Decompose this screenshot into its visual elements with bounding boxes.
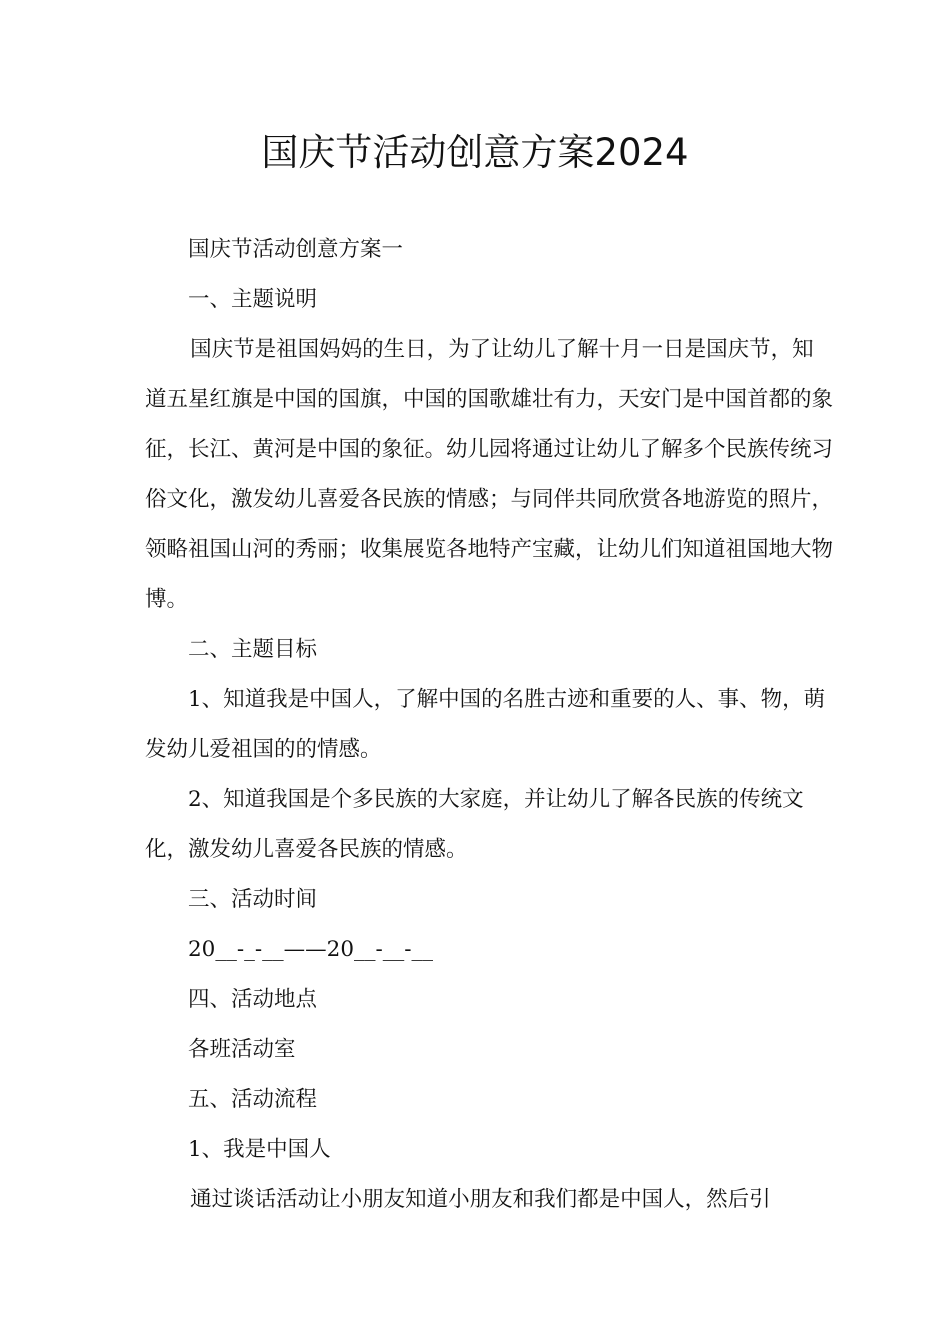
paragraph: 2、知道我国是个多民族的大家庭，并让幼儿了解各民族的传统文化，激发幼儿喜爱各民族的情感。: [145, 787, 804, 862]
section-heading: 国庆节活动创意方案一: [188, 237, 404, 262]
section-heading: 二、主题目标: [188, 637, 318, 662]
section-heading: 五、活动流程: [188, 1087, 318, 1112]
paragraph: 各班活动室: [188, 1037, 296, 1062]
section-heading: 四、活动地点: [188, 987, 318, 1012]
section-heading: 三、活动时间: [188, 887, 318, 912]
subsection-heading: 1、我是中国人: [188, 1137, 331, 1162]
paragraph: 通过谈话活动让小朋友知道小朋友和我们都是中国人，然后引: [190, 1187, 771, 1212]
date-range: 20__-_-__——20__-__-__: [188, 937, 434, 962]
paragraph: 1、知道我是中国人，了解中国的名胜古迹和重要的人、事、物，萌发幼儿爱祖国的的情感。: [145, 687, 826, 762]
paragraph: 国庆节是祖国妈妈的生日，为了让幼儿了解十月一日是国庆节，知道五星红旗是中国的国旗，中国的国歌雄壮有力，天安门是中国首都的象征，长江、黄河是中国的象征。幼儿园将通过让幼儿了解多个民族传统习俗文化，激发幼儿喜爱各民族的情感；与同伴共同欣赏各地游览的照片，领略祖国山河的秀丽；收集展览各地特产宝藏，让幼儿们知道祖国地大物博。: [145, 337, 834, 612]
section-heading: 一、主题说明: [188, 287, 318, 312]
document-title: 国庆节活动创意方案2024: [261, 131, 689, 174]
document-body: [145, 225, 835, 1225]
